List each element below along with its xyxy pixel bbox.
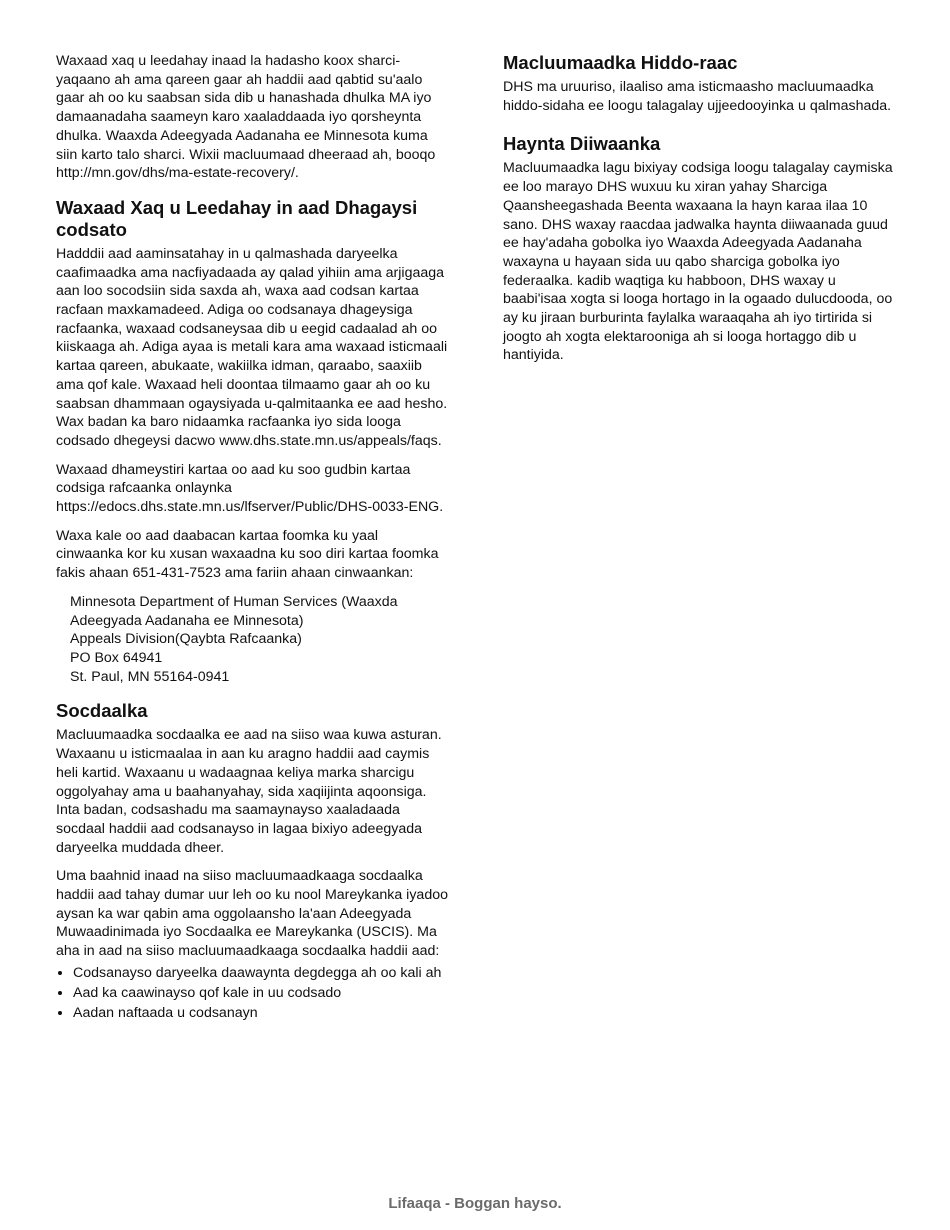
left-column [56, 52, 448, 1023]
citizenship-heading: Socdaalka [56, 700, 148, 722]
hearing-heading: Waxaad Xaq u Leedahay in aad Dhagaysi codsato [56, 196, 418, 240]
list-item: • Aad ka caawinayso qof kale in uu codsado [73, 983, 448, 1003]
records-section [503, 133, 895, 365]
address-line: Minnesota Department of Human Services (Waaxda [70, 593, 398, 610]
page-footer: Lifaaqa - Boggan hayso. [388, 1195, 562, 1212]
address-line: Appeals Division(Qaybta Rafcaanka) [70, 631, 302, 648]
right-column [503, 52, 895, 375]
hearing-paragraph-2: Waxaad dhameystiri kartaa oo aad ku soo gudbin kartaa codsiga rafcaanka onlaynka https://edocs.dhs.state.mn.us/lfserver/Public/DHS-0033-ENG. [56, 461, 444, 516]
citizenship-paragraph-1: Macluumaadka socdaalka ee aad na siiso waa kuwa asturan. Waxaanu u isticmaalaa in aan ku aragno haddii aad caymis heli kartid. Waxaanu u wadaagnaa keliya marka sharcigu oggolyahay ama u baahanyahay, sida xaqiijinta aqoonsiga. Inta badan, codsashadu ma saamaynayso xaaladaada socdaal haddii aad codsanayso in lagaa bixiyo adeegyada daryeelka muddada dheer. [56, 727, 442, 856]
confidential-paragraph: DHS ma uruuriso, ilaaliso ama isticmaasho macluumaadka hiddo-sidaha ee loogu talagalay ujjeedooyinka u qalmashada. [503, 79, 892, 114]
address-line: PO Box 64941 [70, 649, 163, 666]
hearing-paragraph-3: Waxa kale oo aad daabacan kartaa foomka ku yaal cinwaanka kor ku xusan waxaadna ku soo diri kartaa foomka fakis ahaan 651-431-7523 ama fariin ahaan cinwaankan: [56, 527, 439, 582]
list-item: • Aadan naftaada u codsanayn [73, 1003, 448, 1023]
records-heading: Haynta Diiwaanka [503, 133, 661, 155]
confidential-heading: Macluumaadka Hiddo-raac [503, 52, 738, 73]
intro-paragraph: Waxaad xaq u leedahay inaad la hadasho koox sharci-yaqaano ah ama qareen gaar ah haddii aad qabtid su'aalo gaar ah oo ku saabsan sida dib u hanashada dhulka MA iyo damaanadaha saameyn karo xaaladdaada iyo qorsheynta dhulka. Waaxda Adeegyada Aadanaha ee Minnesota kuma siin karto talo sharci. Wixii macluumaad dheeraad ah, booqo http://mn.gov/dhs/ma-estate-recovery/. [56, 53, 436, 182]
citizenship-section [56, 700, 448, 1022]
confidential-section [503, 52, 895, 115]
mailing-address [56, 593, 448, 687]
hearing-paragraph-1: Hadddii aad aaminsatahay in u qalmashada daryeelka caafimaadka ama nacfiyadaada ay qalad yihiin ama arjigaaga aan loo socodsiin sida saxda ah, waxa aad codsan kartaa racfaan maxkamadeed. Adiga oo codsanaya dhageysiga racfaanka, waxaad codsaneysaa dib u eegid cadaalad ah oo kiiskaaga ah. Adiga ayaa is metali kara ama waxaad isticmaali kartaa qareen, abukaate, wakiilka idman, qaraabo, saaxiib ama qof kale. Waxaad heli doontaa tilmaamo gaar ah oo ku saabsan dhammaan ogaysiyada u-qalmitaanka ee aad hesho. Wax badan ka baro nidaamka racfaanka iyo sida looga codsado dhegeysi dacwo www.dhs.state.mn.us/appeals/faqs. [56, 245, 448, 449]
address-line: St. Paul, MN 55164-0941 [70, 668, 230, 685]
address-line: Adeegyada Aadanaha ee Minnesota) [70, 612, 304, 629]
records-paragraph: Macluumaadka lagu bixiyay codsiga loogu talagalay caymiska ee loo marayo DHS wuxuu ku xiran yahay Sharciga Qaansheegashada Beenta waxaana la hayn karaa ilaa 10 sano. DHS waxay raacdaa jadwalka haynta diiwaanada guud ee hay'adaha gobolka iyo Waaxda Adeegyada Aadanaha waxayna u hayaan sida uu qabo sharciga gobolka iyo federaalka. kadib waqtiga ku habboon, DHS waxay u baabi'isaa xogta si looga hortago in la ogaado dulucdooda, oo ay ku jiraan burburinta faylalka waraaqaha ah iyo tirtirida si joogto ah xogta elektarooniga ah si looga hortaggo dib u hantiyida. [503, 160, 893, 364]
citizenship-bullet-list [56, 963, 448, 1023]
list-item: • Codsanayso daryeelka daawaynta degdegga ah oo kali ah [73, 963, 448, 983]
hearing-section [56, 197, 448, 686]
citizenship-paragraph-2: Uma baahnid inaad na siiso macluumaadkaaga socdaalka haddii aad tahay dumar uur leh oo ku nool Mareykanka iyadoo aysan ka war qabin ama oggolaansho la'aan Adeegyada Muwaadinimada iyo Socdaalka ee Mareykanka (USCIS). Ma aha in aad na siiso macluumaadkaaga socdaalka haddii aad: [56, 868, 448, 960]
